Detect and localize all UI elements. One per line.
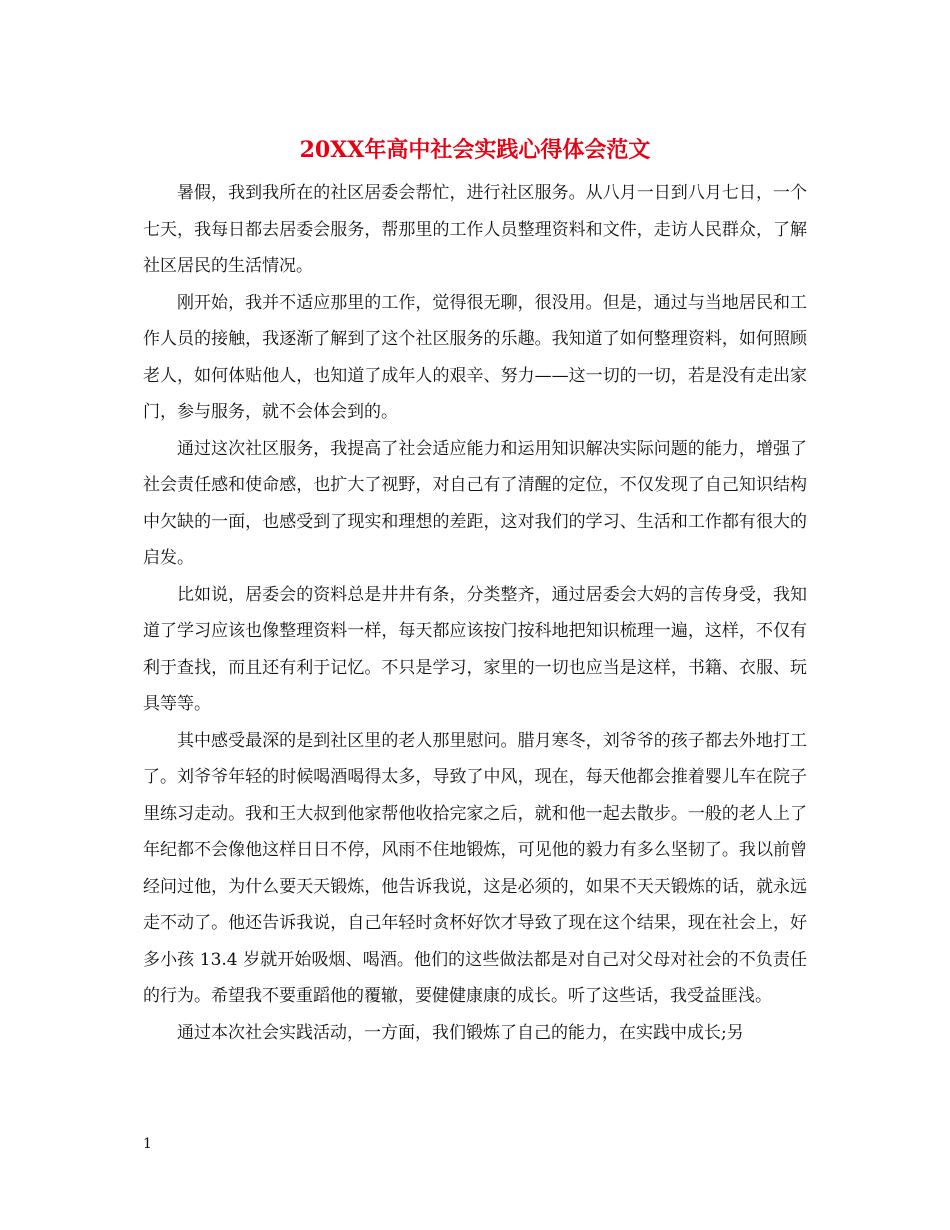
paragraph-3: 通过这次社区服务，我提高了社会适应能力和运用知识解决实际问题的能力，增强了社会责任感和使命感，也扩大了视野，对自己有了清醒的定位，不仅发现了自己知识结构中欠缺的一面，也感受到了现实和理想的差距，这对我们的学习、生活和工作都有很大的启发。 — [143, 438, 807, 568]
paragraph-5: 其中感受最深的是到社区里的老人那里慰问。腊月寒冬，刘爷爷的孩子都去外地打工了。刘爷爷年轻的时候喝酒喝得太多，导致了中风，现在，每天他都会推着婴儿车在院子里练习走动。我和王大叔到他家帮他收拾完家之后，就和他一起去散步。一般的老人上了年纪都不会像他这样日日不停，风雨不住地锻炼，可见他的毅力有多么坚韧了。我以前曾经问过他，为什么要天天锻炼，他告诉我说，这是必须的，如果不天天锻炼的话，就永远走不动了。他还告诉我说，自己年轻时贪杯好饮才导致了现在这个结果，现在社会上，好多小孩 13.4 岁就开始吸烟、喝酒。他们的这些做法都是对自己对父母对社会的不负责任的行为。希望我不要重蹈他的覆辙，要健健康康的成长。听了这些话，我受益匪浅。 — [143, 730, 807, 1006]
paragraph-2: 刚开始，我并不适应那里的工作，觉得很无聊，很没用。但是，通过与当地居民和工作人员的接触，我逐渐了解到了这个社区服务的乐趣。我知道了如何整理资料，如何照顾老人，如何体贴他人，也知道了成年人的艰辛、努力——这一切的一切，若是没有走出家门，参与服务，就不会体会到的。 — [143, 292, 807, 422]
paragraph-1: 暑假，我到我所在的社区居委会帮忙，进行社区服务。从八月一日到八月七日，一个七天，我每日都去居委会服务，帮那里的工作人员整理资料和文件，走访人民群众，了解社区居民的生活情况。 — [143, 183, 807, 276]
paragraph-4: 比如说，居委会的资料总是井井有条，分类整齐，通过居委会大妈的言传身受，我知道了学习应该也像整理资料一样，每天都应该按门按科地把知识梳理一遍，这样，不仅有利于查找，而且还有利于记忆。不只是学习，家里的一切也应当是这样，书籍、衣服、玩具等等。 — [143, 584, 807, 714]
document-title: 20XX年高中社会实践心得体会范文 — [299, 137, 651, 163]
paragraph-6: 通过本次社会实践活动，一方面，我们锻炼了自己的能力，在实践中成长;另 — [177, 1022, 744, 1043]
page-number: 1 — [143, 1136, 152, 1152]
document-body — [143, 175, 807, 1051]
